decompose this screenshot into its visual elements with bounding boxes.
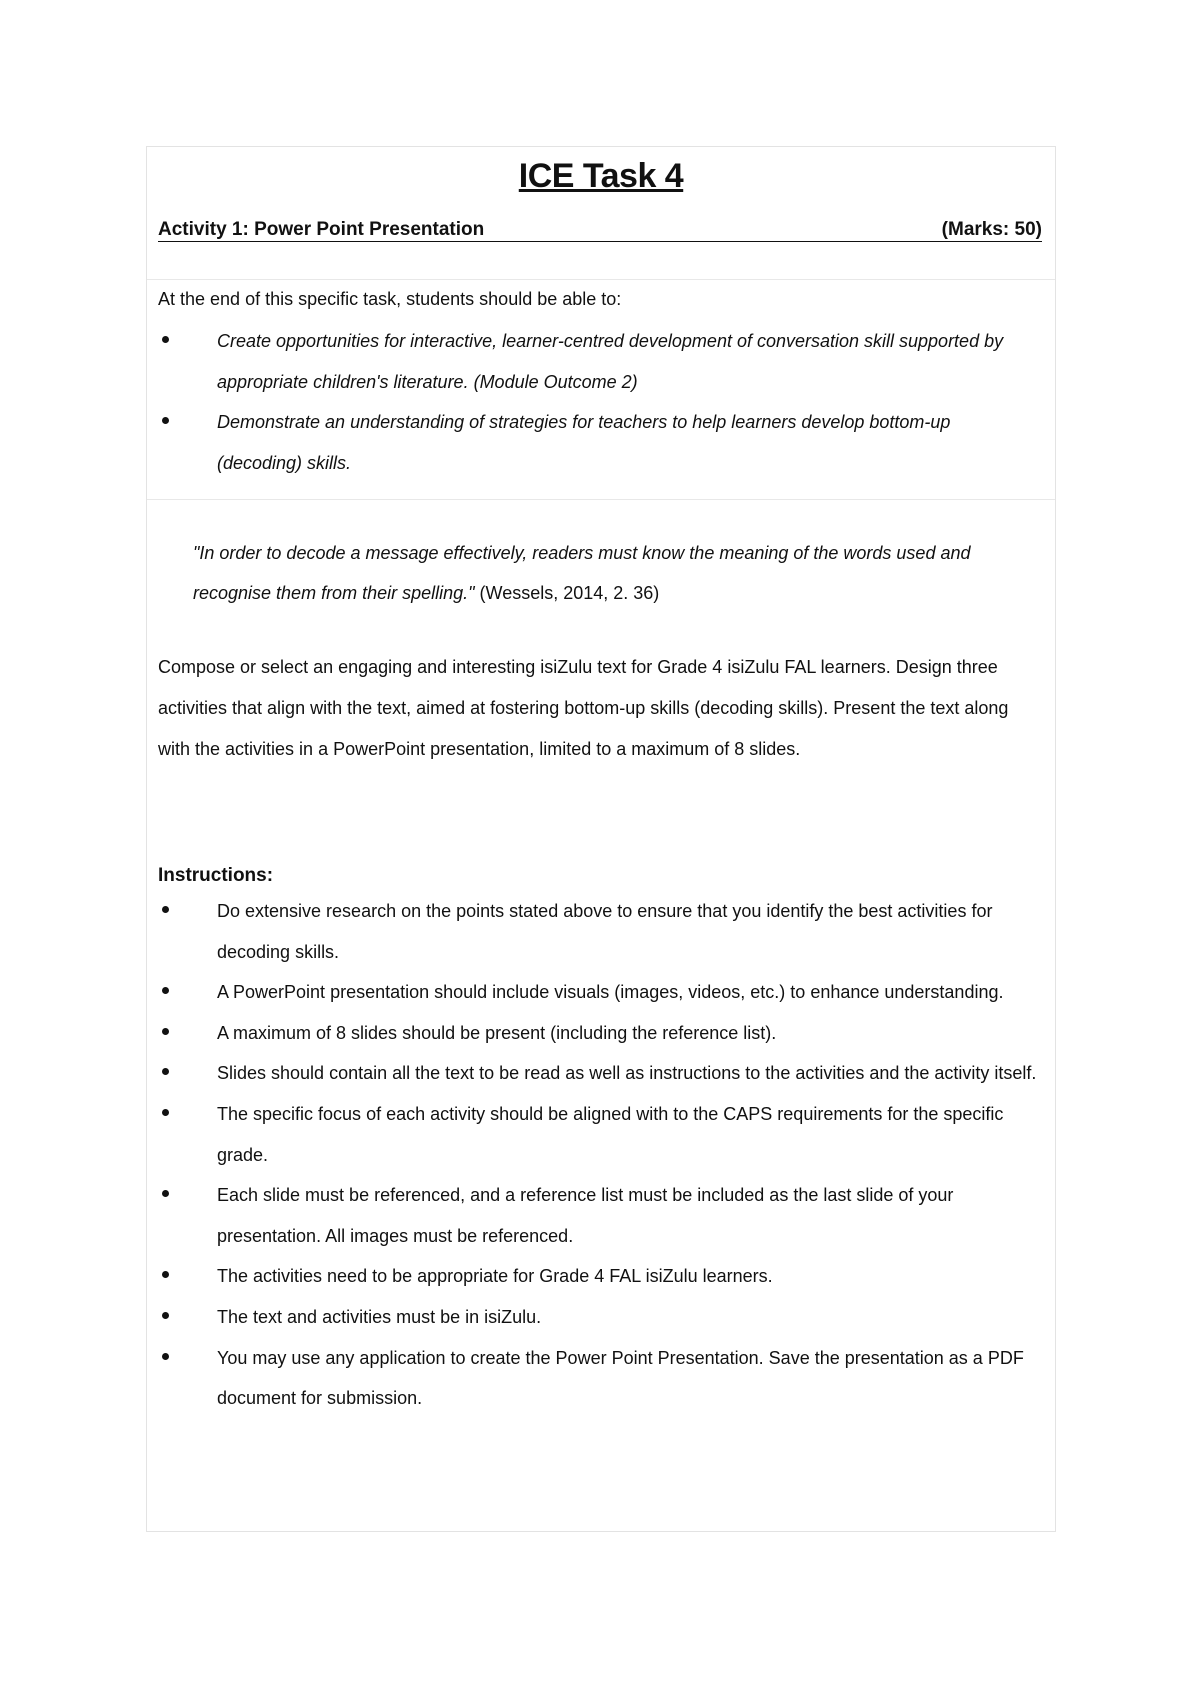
- bullet-icon: [162, 1312, 169, 1319]
- task-table: [146, 146, 1056, 1532]
- list-item: Create opportunities for interactive, learner-centred development of conversation skill supported by appropriate children's literature. (Module Outcome 2): [158, 321, 1038, 402]
- instructions-heading: Instructions:: [158, 865, 274, 886]
- list-item: The specific focus of each activity should be aligned with to the CAPS requirements for the specific grade.: [158, 1094, 1038, 1175]
- header-cell: [147, 147, 1055, 280]
- quote-citation: (Wessels, 2014, 2. 36): [479, 583, 660, 603]
- outcomes-list: [158, 321, 1038, 483]
- bullet-icon: [162, 417, 169, 424]
- body-cell: [147, 499, 1055, 1533]
- bullet-icon: [162, 906, 169, 913]
- bullet-icon: [162, 1028, 169, 1035]
- quote-block: [193, 533, 1023, 613]
- activity-heading: [158, 217, 1042, 242]
- page-title: ICE Task 4: [518, 157, 684, 195]
- list-item: Each slide must be referenced, and a reference list must be included as the last slide of your presentation. All images must be referenced.: [158, 1175, 1038, 1256]
- list-item: A maximum of 8 slides should be present (including the reference list).: [158, 1013, 1038, 1054]
- bullet-icon: [162, 1068, 169, 1075]
- list-item: The activities need to be appropriate for Grade 4 FAL isiZulu learners.: [158, 1256, 1038, 1297]
- outcomes-cell: [147, 279, 1055, 500]
- list-item: Demonstrate an understanding of strategies for teachers to help learners develop bottom-up (decoding) skills.: [158, 402, 1038, 483]
- list-item: Do extensive research on the points stated above to ensure that you identify the best activities for decoding skills.: [158, 891, 1038, 972]
- bullet-icon: [162, 1353, 169, 1360]
- activity-label: Activity 1: Power Point Presentation: [158, 219, 485, 240]
- bullet-icon: [162, 336, 169, 343]
- activity-marks: (Marks: 50): [941, 219, 1042, 240]
- outcomes-lead: At the end of this specific task, students should be able to:: [158, 289, 622, 309]
- bullet-icon: [162, 1109, 169, 1116]
- task-paragraph: Compose or select an engaging and interesting isiZulu text for Grade 4 isiZulu FAL learners. Design three activities that align with the text, aimed at fostering bottom-up skills (decoding skills). Present the text along with the activities in a PowerPoint presentation, limited to a maximum of 8 slides.: [158, 657, 1009, 759]
- list-item: A PowerPoint presentation should include visuals (images, videos, etc.) to enhance understanding.: [158, 972, 1038, 1013]
- quote-text: "In order to decode a message effectively, readers must know the meaning of the words used and recognise them from their spelling.": [193, 543, 971, 603]
- bullet-icon: [162, 1271, 169, 1278]
- bullet-icon: [162, 1190, 169, 1197]
- instructions-list: [158, 891, 1038, 1419]
- list-item: The text and activities must be in isiZulu.: [158, 1297, 1038, 1338]
- bullet-icon: [162, 987, 169, 994]
- list-item: You may use any application to create the Power Point Presentation. Save the presentation as a PDF document for submission.: [158, 1338, 1038, 1419]
- list-item: Slides should contain all the text to be read as well as instructions to the activities and the activity itself.: [158, 1053, 1038, 1094]
